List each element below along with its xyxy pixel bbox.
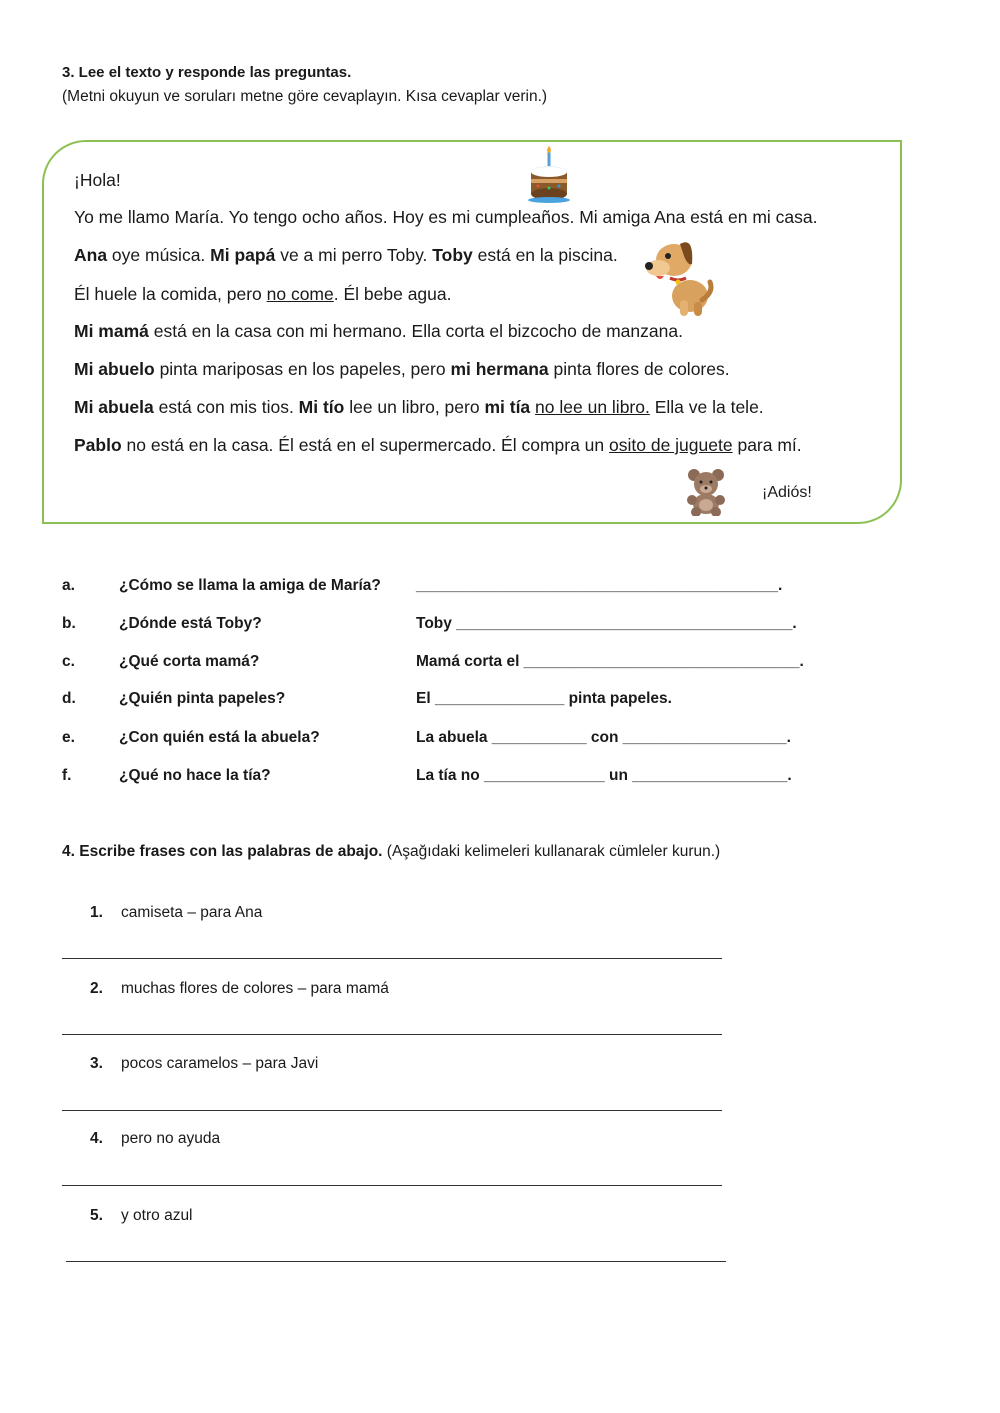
- letter-line-1: Yo me llamo María. Yo tengo ocho años. Hoy es mi cumpleaños. Mi amiga Ana está en mi casa.: [74, 207, 818, 227]
- answer-blank[interactable]: La tía no ______________ un __________________.: [416, 767, 792, 784]
- question-text: ¿Qué corta mamá?: [119, 653, 260, 670]
- letter-line-4: Mi mamá está en la casa con mi hermano. Ella corta el bizcocho de manzana.: [74, 321, 683, 341]
- exercise-number: 5.: [90, 1207, 103, 1224]
- answer-line[interactable]: [66, 1261, 726, 1262]
- answer-blank[interactable]: El _______________ pinta papeles.: [416, 690, 672, 707]
- question-letter: d.: [62, 690, 76, 707]
- exercise-prompt: camiseta – para Ana: [121, 904, 263, 921]
- question-letter: e.: [62, 729, 75, 746]
- section-3-title: 3. Lee el texto y responde las preguntas.: [62, 64, 352, 81]
- answer-blank[interactable]: Toby _______________________________________.: [416, 615, 797, 632]
- exercise-number: 4.: [90, 1130, 103, 1147]
- answer-line[interactable]: [62, 1034, 722, 1035]
- answer-line[interactable]: [62, 1185, 722, 1186]
- question-letter: f.: [62, 767, 72, 784]
- answer-line[interactable]: [62, 1110, 722, 1111]
- question-letter: b.: [62, 615, 76, 632]
- exercise-prompt: y otro azul: [121, 1207, 193, 1224]
- section-4-title: 4. Escribe frases con las palabras de abajo. (Aşağıdaki kelimeleri kullanarak cümleler kurun.): [62, 843, 721, 860]
- exercise-number: 2.: [90, 980, 103, 997]
- question-text: ¿Con quién está la abuela?: [119, 729, 320, 746]
- question-text: ¿Dónde está Toby?: [119, 615, 262, 632]
- teddy-bear-icon: [686, 468, 726, 516]
- question-text: ¿Quién pinta papeles?: [119, 690, 286, 707]
- answer-line[interactable]: [62, 958, 722, 959]
- question-text: ¿Cómo se llama la amiga de María?: [119, 577, 381, 594]
- exercise-number: 3.: [90, 1055, 103, 1072]
- exercise-prompt: muchas flores de colores – para mamá: [121, 980, 389, 997]
- letter-closing: ¡Adiós!: [762, 484, 812, 501]
- question-letter: c.: [62, 653, 75, 670]
- question-letter: a.: [62, 577, 75, 594]
- letter-line-2: Ana oye música. Mi papá ve a mi perro Toby. Toby está en la piscina.: [74, 245, 618, 265]
- exercise-prompt: pocos caramelos – para Javi: [121, 1055, 319, 1072]
- section-3-subtitle: (Metni okuyun ve soruları metne göre cevaplayın. Kısa cevaplar verin.): [62, 88, 548, 105]
- letter-line-3: Él huele la comida, pero no come. Él bebe agua.: [74, 284, 452, 304]
- letter-line-7: Pablo no está en la casa. Él está en el supermercado. Él compra un osito de juguete para mí.: [74, 435, 802, 455]
- answer-blank[interactable]: La abuela ___________ con ___________________.: [416, 729, 791, 746]
- letter-greeting: ¡Hola!: [74, 170, 121, 190]
- letter-line-5: Mi abuelo pinta mariposas en los papeles, pero mi hermana pinta flores de colores.: [74, 359, 730, 379]
- question-text: ¿Qué no hace la tía?: [119, 767, 271, 784]
- answer-blank[interactable]: Mamá corta el ________________________________.: [416, 653, 804, 670]
- letter-line-6: Mi abuela está con mis tios. Mi tío lee un libro, pero mi tía no lee un libro. Ella ve la tele.: [74, 397, 764, 417]
- exercise-prompt: pero no ayuda: [121, 1130, 221, 1147]
- birthday-cake-icon: [526, 146, 572, 204]
- answer-blank[interactable]: __________________________________________.: [416, 577, 783, 594]
- dog-icon: [644, 230, 716, 318]
- exercise-number: 1.: [90, 904, 103, 921]
